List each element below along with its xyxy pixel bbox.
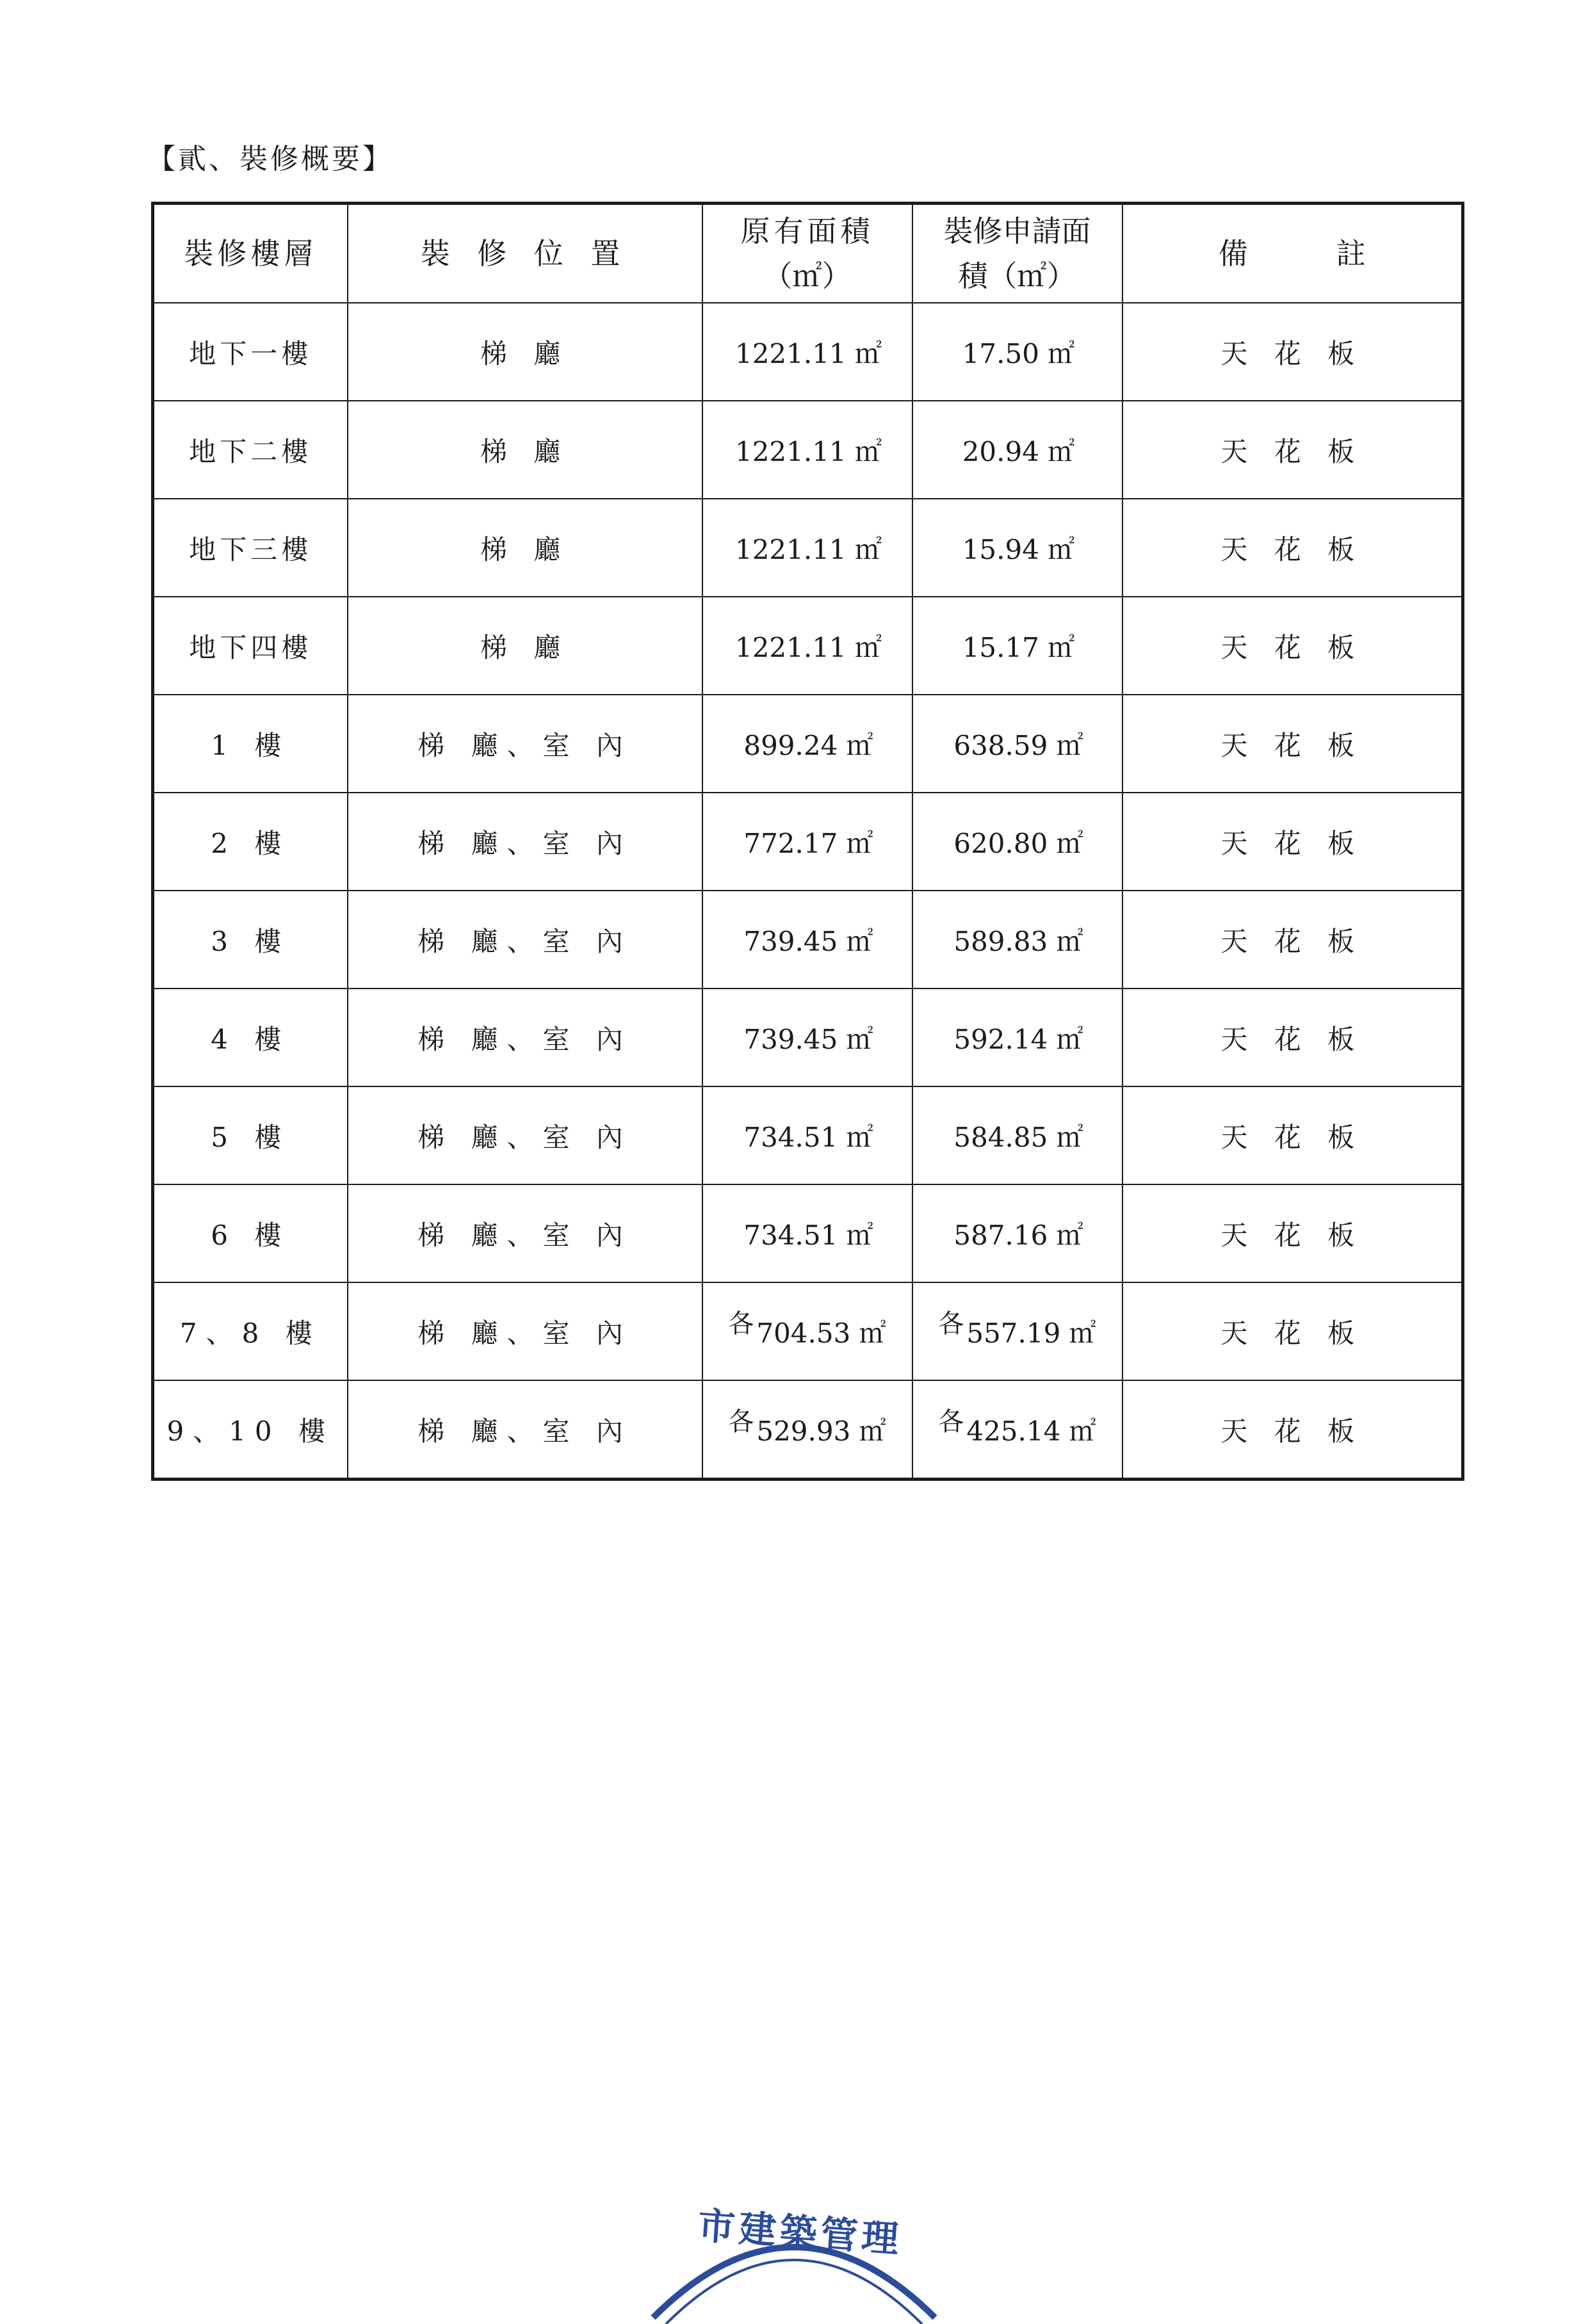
table-row <box>153 891 1463 989</box>
cell-location: 梯 廳、室 內 <box>348 793 702 891</box>
cell-applied-area: 15.17 ㎡ <box>912 597 1122 695</box>
cell-original-area: 899.24 ㎡ <box>702 695 912 793</box>
cell-original-area: 各529.93 ㎡ <box>702 1380 912 1480</box>
cell-floor: 2 樓 <box>153 793 348 891</box>
table-row <box>153 1086 1463 1184</box>
each-marker: 各 <box>938 1309 964 1339</box>
cell-note: 天 花 板 <box>1122 695 1463 793</box>
header-applied-area: 裝修申請面 積（㎡） <box>912 204 1122 303</box>
cell-original-area: 1221.11 ㎡ <box>702 401 912 499</box>
cell-applied-area: 15.94 ㎡ <box>912 499 1122 597</box>
cell-floor: 地下一樓 <box>153 303 348 401</box>
each-marker: 各 <box>728 1407 754 1437</box>
cell-original-area: 739.45 ㎡ <box>702 891 912 989</box>
cell-note: 天 花 板 <box>1122 793 1463 891</box>
cell-original-area: 1221.11 ㎡ <box>702 303 912 401</box>
cell-note: 天 花 板 <box>1122 499 1463 597</box>
table-row <box>153 499 1463 597</box>
cell-location: 梯 廳 <box>348 401 702 499</box>
section-title: 【貳、裝修概要】 <box>147 143 393 175</box>
cell-note: 天 花 板 <box>1122 303 1463 401</box>
cell-note: 天 花 板 <box>1122 891 1463 989</box>
cell-original-area: 739.45 ㎡ <box>702 989 912 1086</box>
renovation-summary-table <box>151 202 1464 1481</box>
cell-location: 梯 廳 <box>348 303 702 401</box>
cell-location: 梯 廳、室 內 <box>348 1380 702 1480</box>
cell-applied-area: 17.50 ㎡ <box>912 303 1122 401</box>
cell-location: 梯 廳、室 內 <box>348 1282 702 1380</box>
cell-location: 梯 廳、室 內 <box>348 1184 702 1282</box>
cell-location: 梯 廳、室 內 <box>348 695 702 793</box>
cell-original-area: 各704.53 ㎡ <box>702 1282 912 1380</box>
each-marker: 各 <box>728 1309 754 1339</box>
cell-note: 天 花 板 <box>1122 597 1463 695</box>
cell-applied-area: 587.16 ㎡ <box>912 1184 1122 1282</box>
cell-original-area: 734.51 ㎡ <box>702 1086 912 1184</box>
cell-note: 天 花 板 <box>1122 1086 1463 1184</box>
cell-original-area: 772.17 ㎡ <box>702 793 912 891</box>
cell-original-area: 1221.11 ㎡ <box>702 499 912 597</box>
cell-applied-area: 各557.19 ㎡ <box>912 1282 1122 1380</box>
cell-floor: 地下二樓 <box>153 401 348 499</box>
cell-location: 梯 廳、室 內 <box>348 1086 702 1184</box>
cell-applied-area: 638.59 ㎡ <box>912 695 1122 793</box>
cell-location: 梯 廳 <box>348 597 702 695</box>
cell-floor: 地下四樓 <box>153 597 348 695</box>
cell-note: 天 花 板 <box>1122 989 1463 1086</box>
table-row <box>153 989 1463 1086</box>
cell-location: 梯 廳、室 內 <box>348 989 702 1086</box>
cell-applied-area: 620.80 ㎡ <box>912 793 1122 891</box>
table-row <box>153 1380 1463 1480</box>
cell-floor: 6 樓 <box>153 1184 348 1282</box>
cell-applied-area: 592.14 ㎡ <box>912 989 1122 1086</box>
cell-applied-area: 584.85 ㎡ <box>912 1086 1122 1184</box>
cell-location: 梯 廳、室 內 <box>348 891 702 989</box>
table-row <box>153 1282 1463 1380</box>
table-row <box>153 597 1463 695</box>
cell-floor: 地下三樓 <box>153 499 348 597</box>
cell-floor: 7、8 樓 <box>153 1282 348 1380</box>
table-row <box>153 303 1463 401</box>
cell-note: 天 花 板 <box>1122 1184 1463 1282</box>
seal-text: 市建築管理 <box>696 2203 904 2262</box>
cell-applied-area: 589.83 ㎡ <box>912 891 1122 989</box>
header-original-area: 原有面積 （㎡） <box>702 204 912 303</box>
cell-note: 天 花 板 <box>1122 401 1463 499</box>
table-row <box>153 401 1463 499</box>
header-note: 備註 <box>1122 204 1463 303</box>
cell-location: 梯 廳 <box>348 499 702 597</box>
each-marker: 各 <box>938 1407 964 1437</box>
cell-note: 天 花 板 <box>1122 1380 1463 1480</box>
table-row <box>153 695 1463 793</box>
cell-floor: 4 樓 <box>153 989 348 1086</box>
cell-floor: 3 樓 <box>153 891 348 989</box>
cell-original-area: 1221.11 ㎡ <box>702 597 912 695</box>
cell-note: 天 花 板 <box>1122 1282 1463 1380</box>
cell-floor: 1 樓 <box>153 695 348 793</box>
table-row <box>153 793 1463 891</box>
table-header-row <box>153 204 1463 303</box>
cell-original-area: 734.51 ㎡ <box>702 1184 912 1282</box>
cell-applied-area: 20.94 ㎡ <box>912 401 1122 499</box>
cell-floor: 9、10 樓 <box>153 1380 348 1480</box>
table-row <box>153 1184 1463 1282</box>
cell-floor: 5 樓 <box>153 1086 348 1184</box>
cell-applied-area: 各425.14 ㎡ <box>912 1380 1122 1480</box>
header-location: 裝 修 位 置 <box>348 204 702 303</box>
header-floor: 裝修樓層 <box>153 204 348 303</box>
